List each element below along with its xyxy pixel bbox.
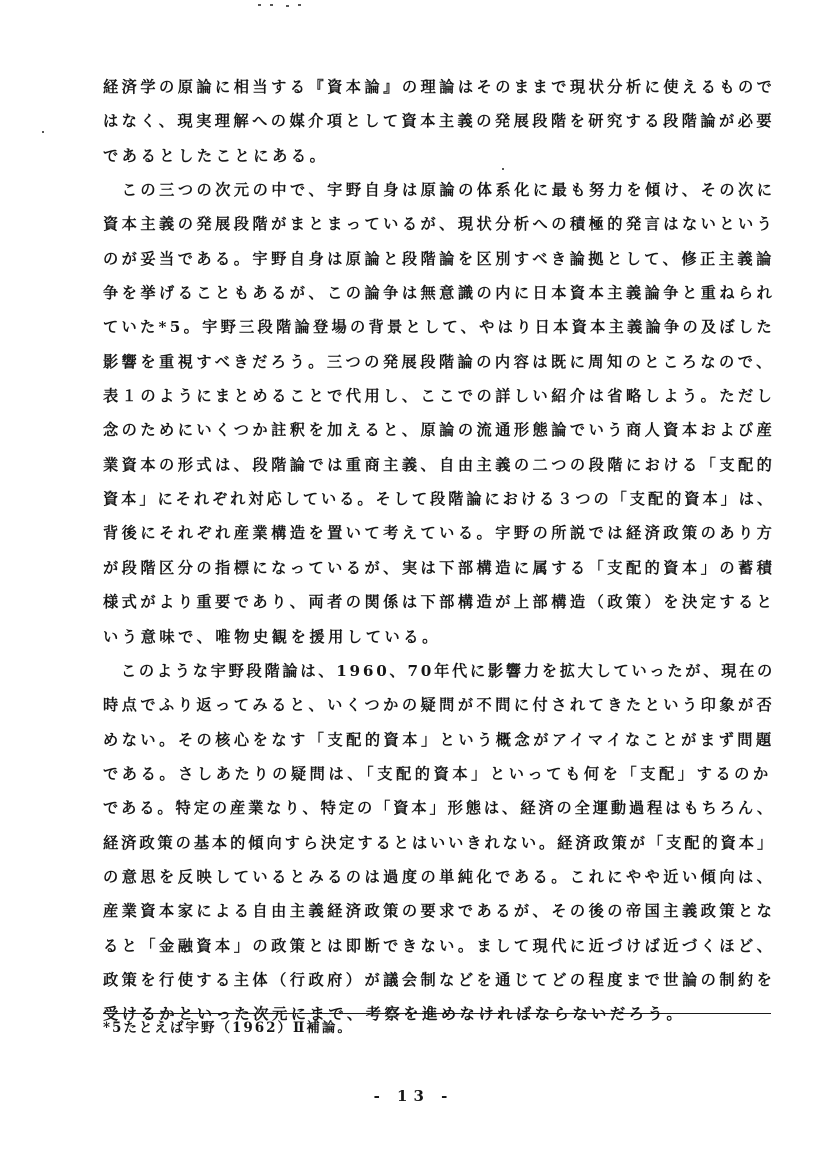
body-text xyxy=(103,70,775,1032)
text-line: 念のためにいくつか註釈を加えると、原論の流通形態論でいう商人資本および産 xyxy=(103,421,776,440)
text-line: である。さしあたりの疑問は、「支配的資本」といっても何を「支配」するのか xyxy=(103,764,772,783)
text-line: めない。その核心をなす「支配的資本」という概念がアイマイなことがまず問題 xyxy=(103,730,775,749)
text-line: 経済政策の基本的傾向すら決定するとはいいきれない。経済政策が「支配的資本」 xyxy=(103,833,776,852)
scan-speck xyxy=(298,4,301,6)
text-line: のが妥当である。宇野自身は原論と段階論を区別すべき論拠として、修正主義論 xyxy=(103,249,775,268)
text-line: であるとしたことにある。 xyxy=(103,146,329,165)
text-line: 争を挙げることもあるが、この論争は無意識の内に日本資本主義論争と重ねられ xyxy=(103,284,776,303)
text-line: が段階区分の指標になっているが、実は下部構造に属する「支配的資本」の蓄積 xyxy=(103,558,776,577)
text-line: 背後にそれぞれ産業構造を置いて考えている。宇野の所説では経済政策のあり方 xyxy=(103,524,776,543)
scan-speck xyxy=(258,4,261,6)
scan-speck xyxy=(42,131,44,133)
text-line: いう意味で、唯物史観を援用している。 xyxy=(103,627,441,646)
text-line: 政策を行使する主体（行政府）が議会制などを通じてどの程度まで世論の制約を xyxy=(103,970,776,989)
text-line: 資本主義の発展段階がまとまっているが、現状分析への積極的発言はないという xyxy=(103,215,776,234)
text-line: 受けるかといった次元にまで、考察を進めなければならないだろう。 xyxy=(103,1005,686,1024)
text-line: ると「金融資本」の政策とは即断できない。まして現代に近づけば近づくほど、 xyxy=(103,936,776,955)
text-line: 業資本の形式は、段階論では重商主義、自由主義の二つの段階における「支配的 xyxy=(103,455,776,474)
text-line: 経済学の原論に相当する『資本論』の理論はそのままで現状分析に使えるもので xyxy=(103,78,776,96)
scan-speck xyxy=(270,4,273,6)
footnote: *5たとえば宇野（1962）Ⅱ補論。 xyxy=(103,1020,353,1036)
text-line: 資本」にそれぞれ対応している。そして段階論における３つの「支配的資本」は、 xyxy=(103,490,776,509)
text-line: の意思を反映しているとみるのは過度の単純化である。これにやや近い傾向は、 xyxy=(103,867,776,886)
text-line: 産業資本家による自由主義経済政策の要求であるが、その後の帝国主義政策とな xyxy=(103,902,776,921)
text-line: はなく、現実理解への媒介項として資本主義の発展段階を研究する段階論が必要 xyxy=(103,112,776,131)
text-line: ていた*5。宇野三段階論登場の背景として、やはり日本資本主義論争の及ぼした xyxy=(103,318,775,337)
text-line: 様式がより重要であり、両者の関係は下部構造が上部構造（政策）を決定すると xyxy=(103,593,776,612)
text-line: 影響を重視すべきだろう。三つの発展段階論の内容は既に周知のところなので、 xyxy=(103,352,775,371)
page-number: - 13 - xyxy=(373,1087,454,1105)
scan-speck xyxy=(286,5,289,7)
text-line: 表１のようにまとめることで代用し、ここでの詳しい紹介は省略しよう。ただし xyxy=(103,387,776,406)
text-line: 時点でふり返ってみると、いくつかの疑問が不問に付されてきたという印象が否 xyxy=(103,696,776,715)
text-line: この三つの次元の中で、宇野自身は原論の体系化に最も努力を傾け、その次に xyxy=(103,181,776,200)
text-line: このような宇野段階論は、1960、70年代に影響力を拡大していったが、現在の xyxy=(103,661,775,680)
footnote-divider xyxy=(103,1013,771,1014)
text-line: である。特定の産業なり、特定の「資本」形態は、経済の全運動過程はもちろん、 xyxy=(103,799,776,818)
